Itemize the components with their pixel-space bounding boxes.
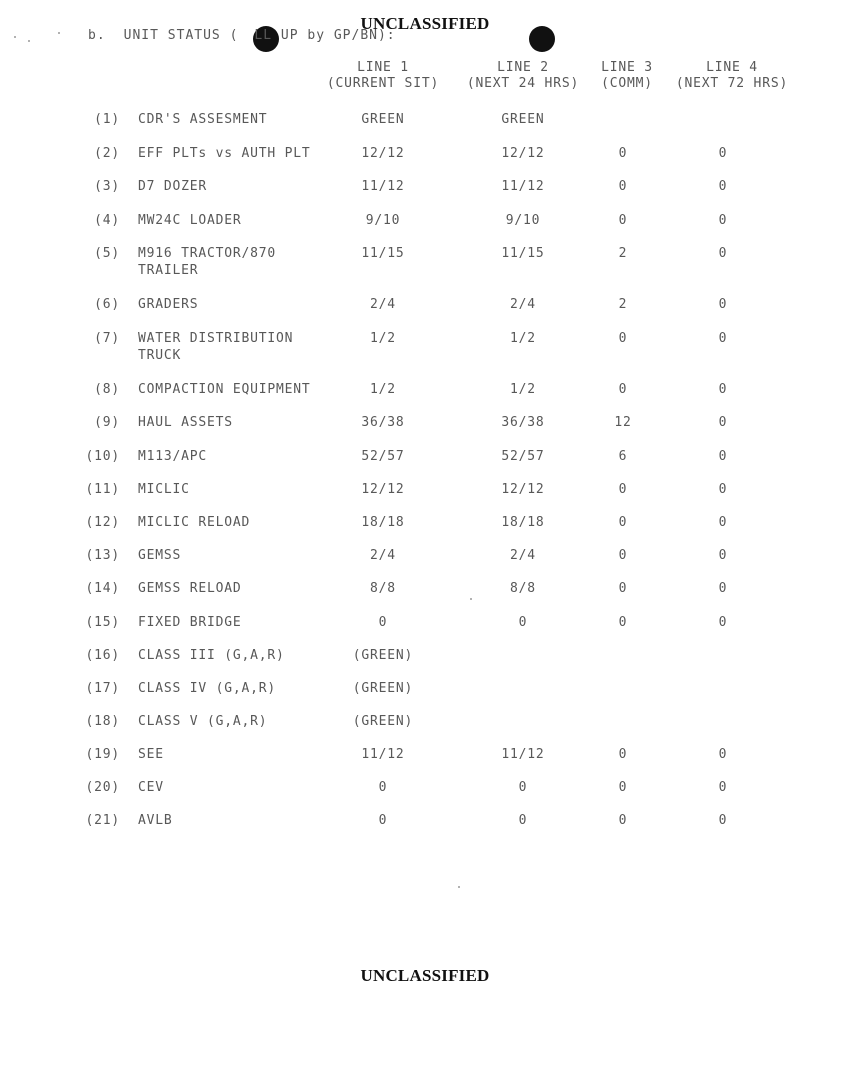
table-row — [0, 330, 850, 363]
row-item: M916 TRACTOR/870 TRAILER — [138, 246, 277, 278]
table-row — [0, 111, 850, 129]
table-row — [0, 647, 850, 665]
line-1-value: (GREEN) — [352, 648, 414, 663]
row-number: (16) — [85, 648, 120, 663]
row-item: CEV — [138, 780, 164, 795]
table-row — [0, 296, 850, 314]
line-1-value: 0 — [378, 780, 388, 795]
line-3-value: 0 — [618, 482, 628, 497]
column-header-line-3 — [592, 60, 662, 92]
line-4-value: 0 — [718, 382, 728, 397]
line-2-value: 1/2 — [510, 331, 536, 346]
row-item: EFF PLTs vs AUTH PLT — [138, 146, 311, 161]
table-row — [0, 381, 850, 399]
line-4-value: 0 — [718, 213, 728, 228]
line-4-value: 0 — [718, 246, 728, 261]
line-4-value: 0 — [718, 482, 728, 497]
row-item: CLASS IV (G,A,R) — [138, 681, 277, 696]
row-item: FIXED BRIDGE — [138, 615, 242, 630]
section-title: UNIT STATUS ( — [123, 28, 239, 43]
column-header-subtitle: (NEXT 24 HRS) — [466, 76, 580, 91]
row-item: CLASS V (G,A,R) — [138, 714, 268, 729]
line-2-value: 9/10 — [505, 213, 541, 228]
line-4-value: 0 — [718, 615, 728, 630]
line-3-value: 0 — [618, 213, 628, 228]
line-3-value: 12 — [614, 415, 632, 430]
row-number: (6) — [94, 297, 120, 312]
line-3-value: 6 — [618, 449, 628, 464]
line-4-value: 0 — [718, 331, 728, 346]
line-2-value: 2/4 — [510, 297, 536, 312]
line-4-value: 0 — [718, 780, 728, 795]
table-row — [0, 779, 850, 797]
line-2-value: 11/12 — [501, 179, 545, 194]
row-number: (18) — [85, 714, 120, 729]
row-item: CDR'S ASSESMENT — [138, 112, 268, 127]
line-2-value: 1/2 — [510, 382, 536, 397]
row-number: (2) — [94, 146, 120, 161]
row-item: GEMSS RELOAD — [138, 581, 242, 596]
line-2-value: 11/12 — [501, 747, 545, 762]
column-header-line-4 — [666, 60, 798, 92]
row-item: COMPACTION EQUIPMENT — [138, 382, 311, 397]
line-2-value: 18/18 — [501, 515, 545, 530]
row-number: (13) — [85, 548, 120, 563]
line-2-value: 2/4 — [510, 548, 536, 563]
line-2-value: 12/12 — [501, 146, 545, 161]
row-item: HAUL ASSETS — [138, 415, 233, 430]
scan-speck — [58, 32, 60, 34]
line-3-value: 0 — [618, 581, 628, 596]
table-row — [0, 812, 850, 830]
row-item: WATER DISTRIBUTION TRUCK — [138, 331, 294, 363]
table-row — [0, 713, 850, 731]
line-4-value: 0 — [718, 179, 728, 194]
line-3-value: 0 — [618, 515, 628, 530]
column-header-title: LINE 2 — [497, 60, 549, 75]
line-4-value: 0 — [718, 146, 728, 161]
line-1-value: 9/10 — [365, 213, 401, 228]
column-header-title: LINE 1 — [357, 60, 409, 75]
row-number: (7) — [94, 331, 120, 346]
line-1-value: 2/4 — [370, 548, 396, 563]
classification-marking-top: UNCLASSIFIED — [360, 14, 490, 33]
scan-speck — [470, 598, 472, 600]
row-item: SEE — [138, 747, 164, 762]
table-row — [0, 481, 850, 499]
line-3-value: 0 — [618, 382, 628, 397]
line-1-value: 0 — [378, 813, 388, 828]
line-4-value: 0 — [718, 515, 728, 530]
column-header-subtitle: (COMM) — [601, 76, 653, 91]
table-row — [0, 614, 850, 632]
section-marker: b. — [88, 28, 106, 43]
row-item: M113/APC — [138, 449, 208, 464]
line-2-value: 0 — [518, 813, 528, 828]
column-header-title: LINE 4 — [706, 60, 758, 75]
table-row — [0, 580, 850, 598]
row-item: MW24C LOADER — [138, 213, 242, 228]
line-2-value: 0 — [518, 780, 528, 795]
line-1-value: (GREEN) — [352, 681, 414, 696]
table-row — [0, 680, 850, 698]
row-number: (11) — [85, 482, 120, 497]
row-item: MICLIC RELOAD — [138, 515, 251, 530]
row-number: (12) — [85, 515, 120, 530]
table-row — [0, 414, 850, 432]
line-1-value: 12/12 — [361, 146, 405, 161]
line-4-value: 0 — [718, 813, 728, 828]
row-number: (17) — [85, 681, 120, 696]
classification-marking-bottom: UNCLASSIFIED — [360, 966, 490, 985]
line-1-value: 12/12 — [361, 482, 405, 497]
line-1-value: 36/38 — [361, 415, 405, 430]
row-number: (14) — [85, 581, 120, 596]
row-number: (1) — [94, 112, 120, 127]
table-row — [0, 178, 850, 196]
line-3-value: 0 — [618, 548, 628, 563]
scan-speck — [458, 886, 460, 888]
line-4-value: 0 — [718, 415, 728, 430]
line-4-value: 0 — [718, 548, 728, 563]
table-row — [0, 245, 850, 278]
line-1-value: 11/15 — [361, 246, 405, 261]
line-2-value: 0 — [518, 615, 528, 630]
line-1-value: 11/12 — [361, 747, 405, 762]
line-1-value: 1/2 — [370, 382, 396, 397]
row-number: (9) — [94, 415, 120, 430]
table-row — [0, 212, 850, 230]
row-item: AVLB — [138, 813, 173, 828]
line-3-value: 2 — [618, 297, 628, 312]
line-3-value: 2 — [618, 246, 628, 261]
line-1-value: 18/18 — [361, 515, 405, 530]
line-3-value: 0 — [618, 331, 628, 346]
line-1-value: 52/57 — [361, 449, 405, 464]
row-item: D7 DOZER — [138, 179, 208, 194]
line-2-value: 36/38 — [501, 415, 545, 430]
row-item: CLASS III (G,A,R) — [138, 648, 285, 663]
line-1-value: 8/8 — [370, 581, 396, 596]
line-1-value: 0 — [378, 615, 388, 630]
line-3-value: 0 — [618, 747, 628, 762]
line-4-value: 0 — [718, 297, 728, 312]
line-2-value: 12/12 — [501, 482, 545, 497]
row-item: GRADERS — [138, 297, 199, 312]
table-row — [0, 746, 850, 764]
row-number: (19) — [85, 747, 120, 762]
line-3-value: 0 — [618, 179, 628, 194]
line-3-value: 0 — [618, 615, 628, 630]
row-number: (21) — [85, 813, 120, 828]
scan-speck — [14, 36, 16, 38]
column-header-subtitle: (NEXT 72 HRS) — [675, 76, 789, 91]
row-number: (15) — [85, 615, 120, 630]
line-4-value: 0 — [718, 747, 728, 762]
column-header-line-1 — [318, 60, 448, 92]
section-title-continued: LL UP by GP/BN): — [254, 28, 396, 43]
line-4-value: 0 — [718, 449, 728, 464]
row-number: (8) — [94, 382, 120, 397]
table-row — [0, 547, 850, 565]
row-number: (20) — [85, 780, 120, 795]
line-1-value: GREEN — [361, 112, 405, 127]
line-1-value: (GREEN) — [352, 714, 414, 729]
line-1-value: 1/2 — [370, 331, 396, 346]
line-3-value: 0 — [618, 780, 628, 795]
row-number: (10) — [85, 449, 120, 464]
line-3-value: 0 — [618, 146, 628, 161]
column-header-subtitle: (CURRENT SIT) — [326, 76, 440, 91]
row-item: GEMSS — [138, 548, 182, 563]
row-item: MICLIC — [138, 482, 190, 497]
line-2-value: 8/8 — [510, 581, 536, 596]
row-number: (3) — [94, 179, 120, 194]
table-row — [0, 145, 850, 163]
column-header-title: LINE 3 — [601, 60, 653, 75]
section-heading — [88, 28, 396, 43]
row-number: (4) — [94, 213, 120, 228]
table-row — [0, 514, 850, 532]
table-row — [0, 448, 850, 466]
line-1-value: 2/4 — [370, 297, 396, 312]
punch-hole-right — [529, 26, 555, 52]
line-3-value: 0 — [618, 813, 628, 828]
scan-speck — [28, 40, 30, 42]
line-2-value: GREEN — [501, 112, 545, 127]
line-4-value: 0 — [718, 581, 728, 596]
column-header-line-2 — [458, 60, 588, 92]
line-2-value: 52/57 — [501, 449, 545, 464]
row-number: (5) — [94, 246, 120, 261]
line-1-value: 11/12 — [361, 179, 405, 194]
line-2-value: 11/15 — [501, 246, 545, 261]
